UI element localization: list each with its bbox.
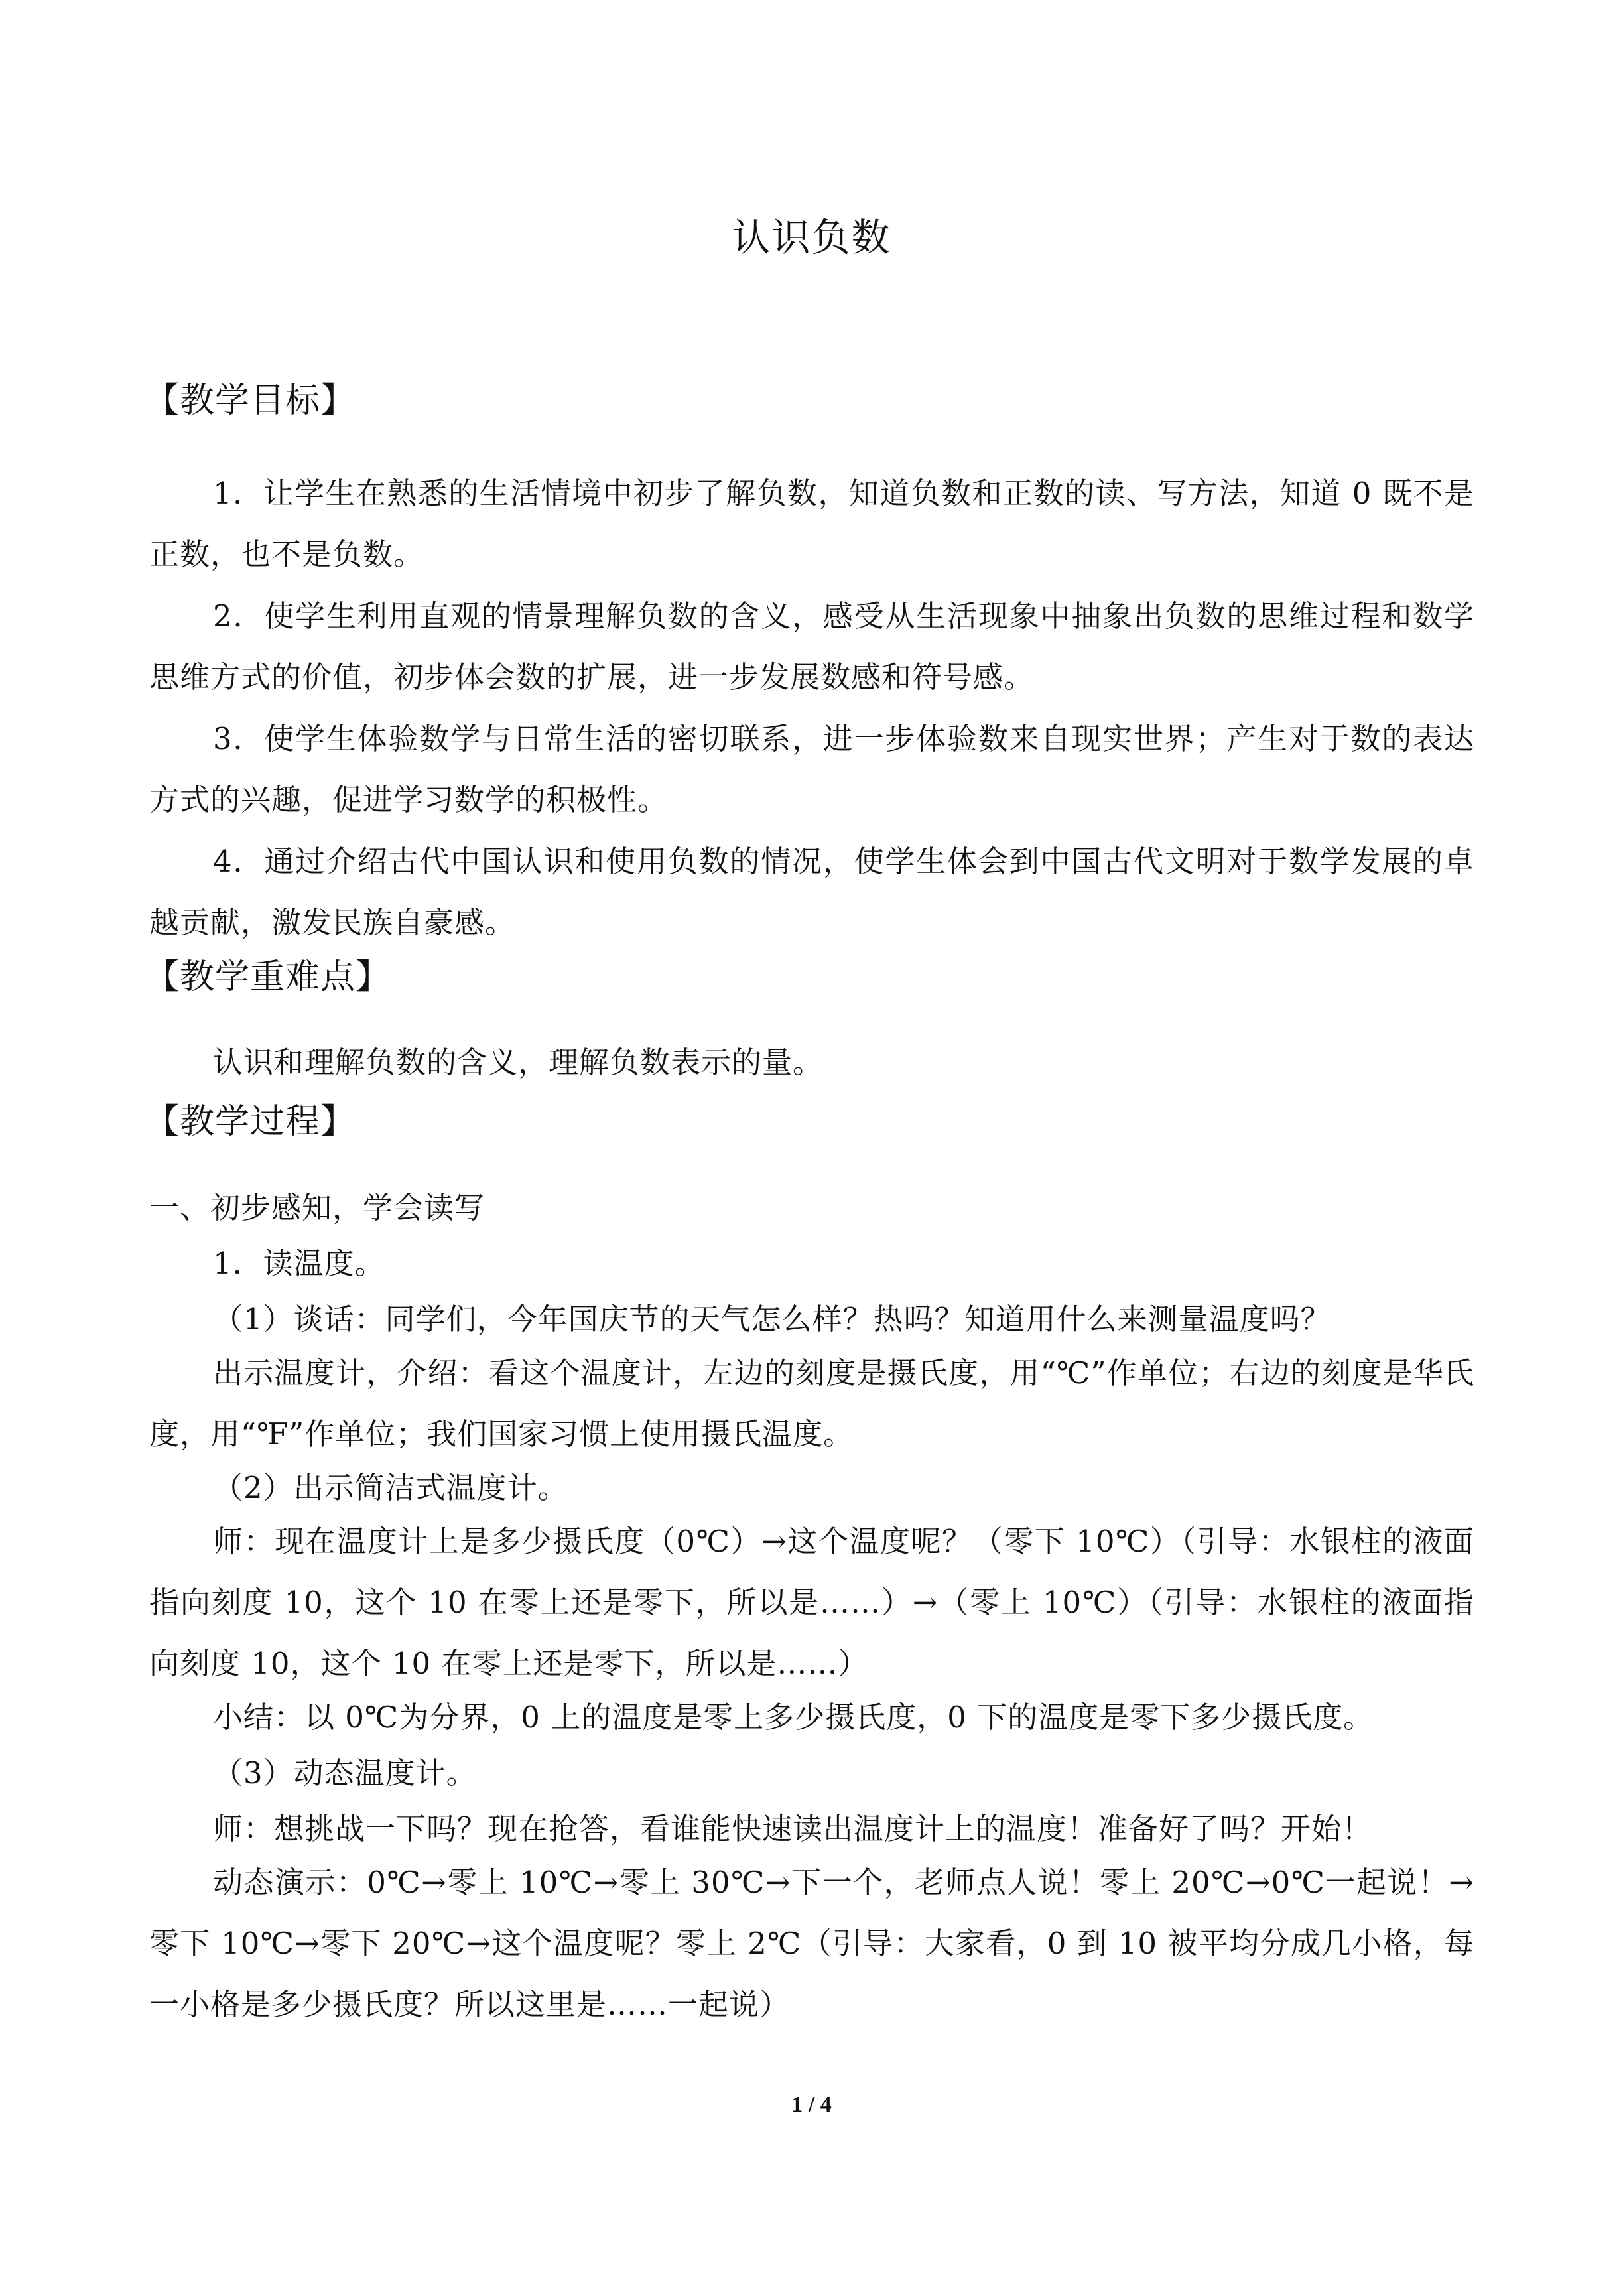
objective-item-4: 4．通过介绍古代中国认识和使用负数的情况，使学生体会到中国古代文明对于数学发展的卓越贡献，激发民族自豪感。	[149, 844, 1474, 940]
page-number: 1 / 4	[791, 2092, 832, 2117]
objective-item-3: 3．使学生体验数学与日常生活的密切联系，进一步体验数来自现实世界；产生对于数的表达方式的兴趣，促进学习数学的积极性。	[149, 721, 1474, 817]
key-points-text: 认识和理解负数的含义，理解负数表示的量。	[213, 1045, 824, 1080]
objective-item-1: 1．让学生在熟悉的生活情境中初步了解负数，知道负数和正数的读、写方法，知道 0 既不是正数，也不是负数。	[149, 476, 1474, 572]
process-heading: 【教学过程】	[145, 1102, 356, 1142]
thermometer-intro: 出示温度计，介绍：看这个温度计，左边的刻度是摄氏度，用“℃”作单位；右边的刻度是华氏度，用“℉”作单位；我们国家习惯上使用摄氏温度。	[149, 1355, 1474, 1452]
document-title: 认识负数	[732, 215, 891, 260]
teacher-dialogue-2: 师：想挑战一下吗？现在抢答，看谁能快速读出温度计上的温度！准备好了吗？开始！	[213, 1811, 1373, 1846]
sub-step-2: （2）出示简洁式温度计。	[213, 1470, 568, 1505]
summary-line: 小结：以 0℃为分界，0 上的温度是零上多少摄氏度，0 下的温度是零下多少摄氏度。	[213, 1700, 1374, 1735]
step1-title: 1．读温度。	[213, 1246, 385, 1281]
teacher-dialogue-1: 师：现在温度计上是多少摄氏度（0℃）→这个温度呢？（零下 10℃）（引导：水银柱的液面指向刻度 10，这个 10 在零上还是零下，所以是……）→（零上 10℃）（引导：水银柱的液面指向刻度 10，这个 10 在零上还是零下，所以是……）	[149, 1524, 1474, 1681]
objective-item-2: 2．使学生利用直观的情景理解负数的含义，感受从生活现象中抽象出负数的思维过程和数学思维方式的价值，初步体会数的扩展，进一步发展数感和符号感。	[149, 598, 1474, 695]
objectives-heading: 【教学目标】	[145, 381, 356, 421]
key-points-heading: 【教学重难点】	[145, 957, 391, 997]
dynamic-demo: 动态演示：0℃→零上 10℃→零上 30℃→下一个，老师点人说！零上 20℃→0℃一起说！→零下 10℃→零下 20℃→这个温度呢？零上 2℃（引导：大家看，0 到 10 被平均分成几小格，每一小格是多少摄氏度？所以这里是……一起说）	[149, 1865, 1474, 2022]
part1-title: 一、初步感知，学会读写	[149, 1190, 486, 1225]
sub-step-3: （3）动态温度计。	[213, 1755, 477, 1790]
sub-step-1: （1）谈话：同学们，今年国庆节的天气怎么样？热吗？知道用什么来测量温度吗？	[213, 1302, 1331, 1337]
